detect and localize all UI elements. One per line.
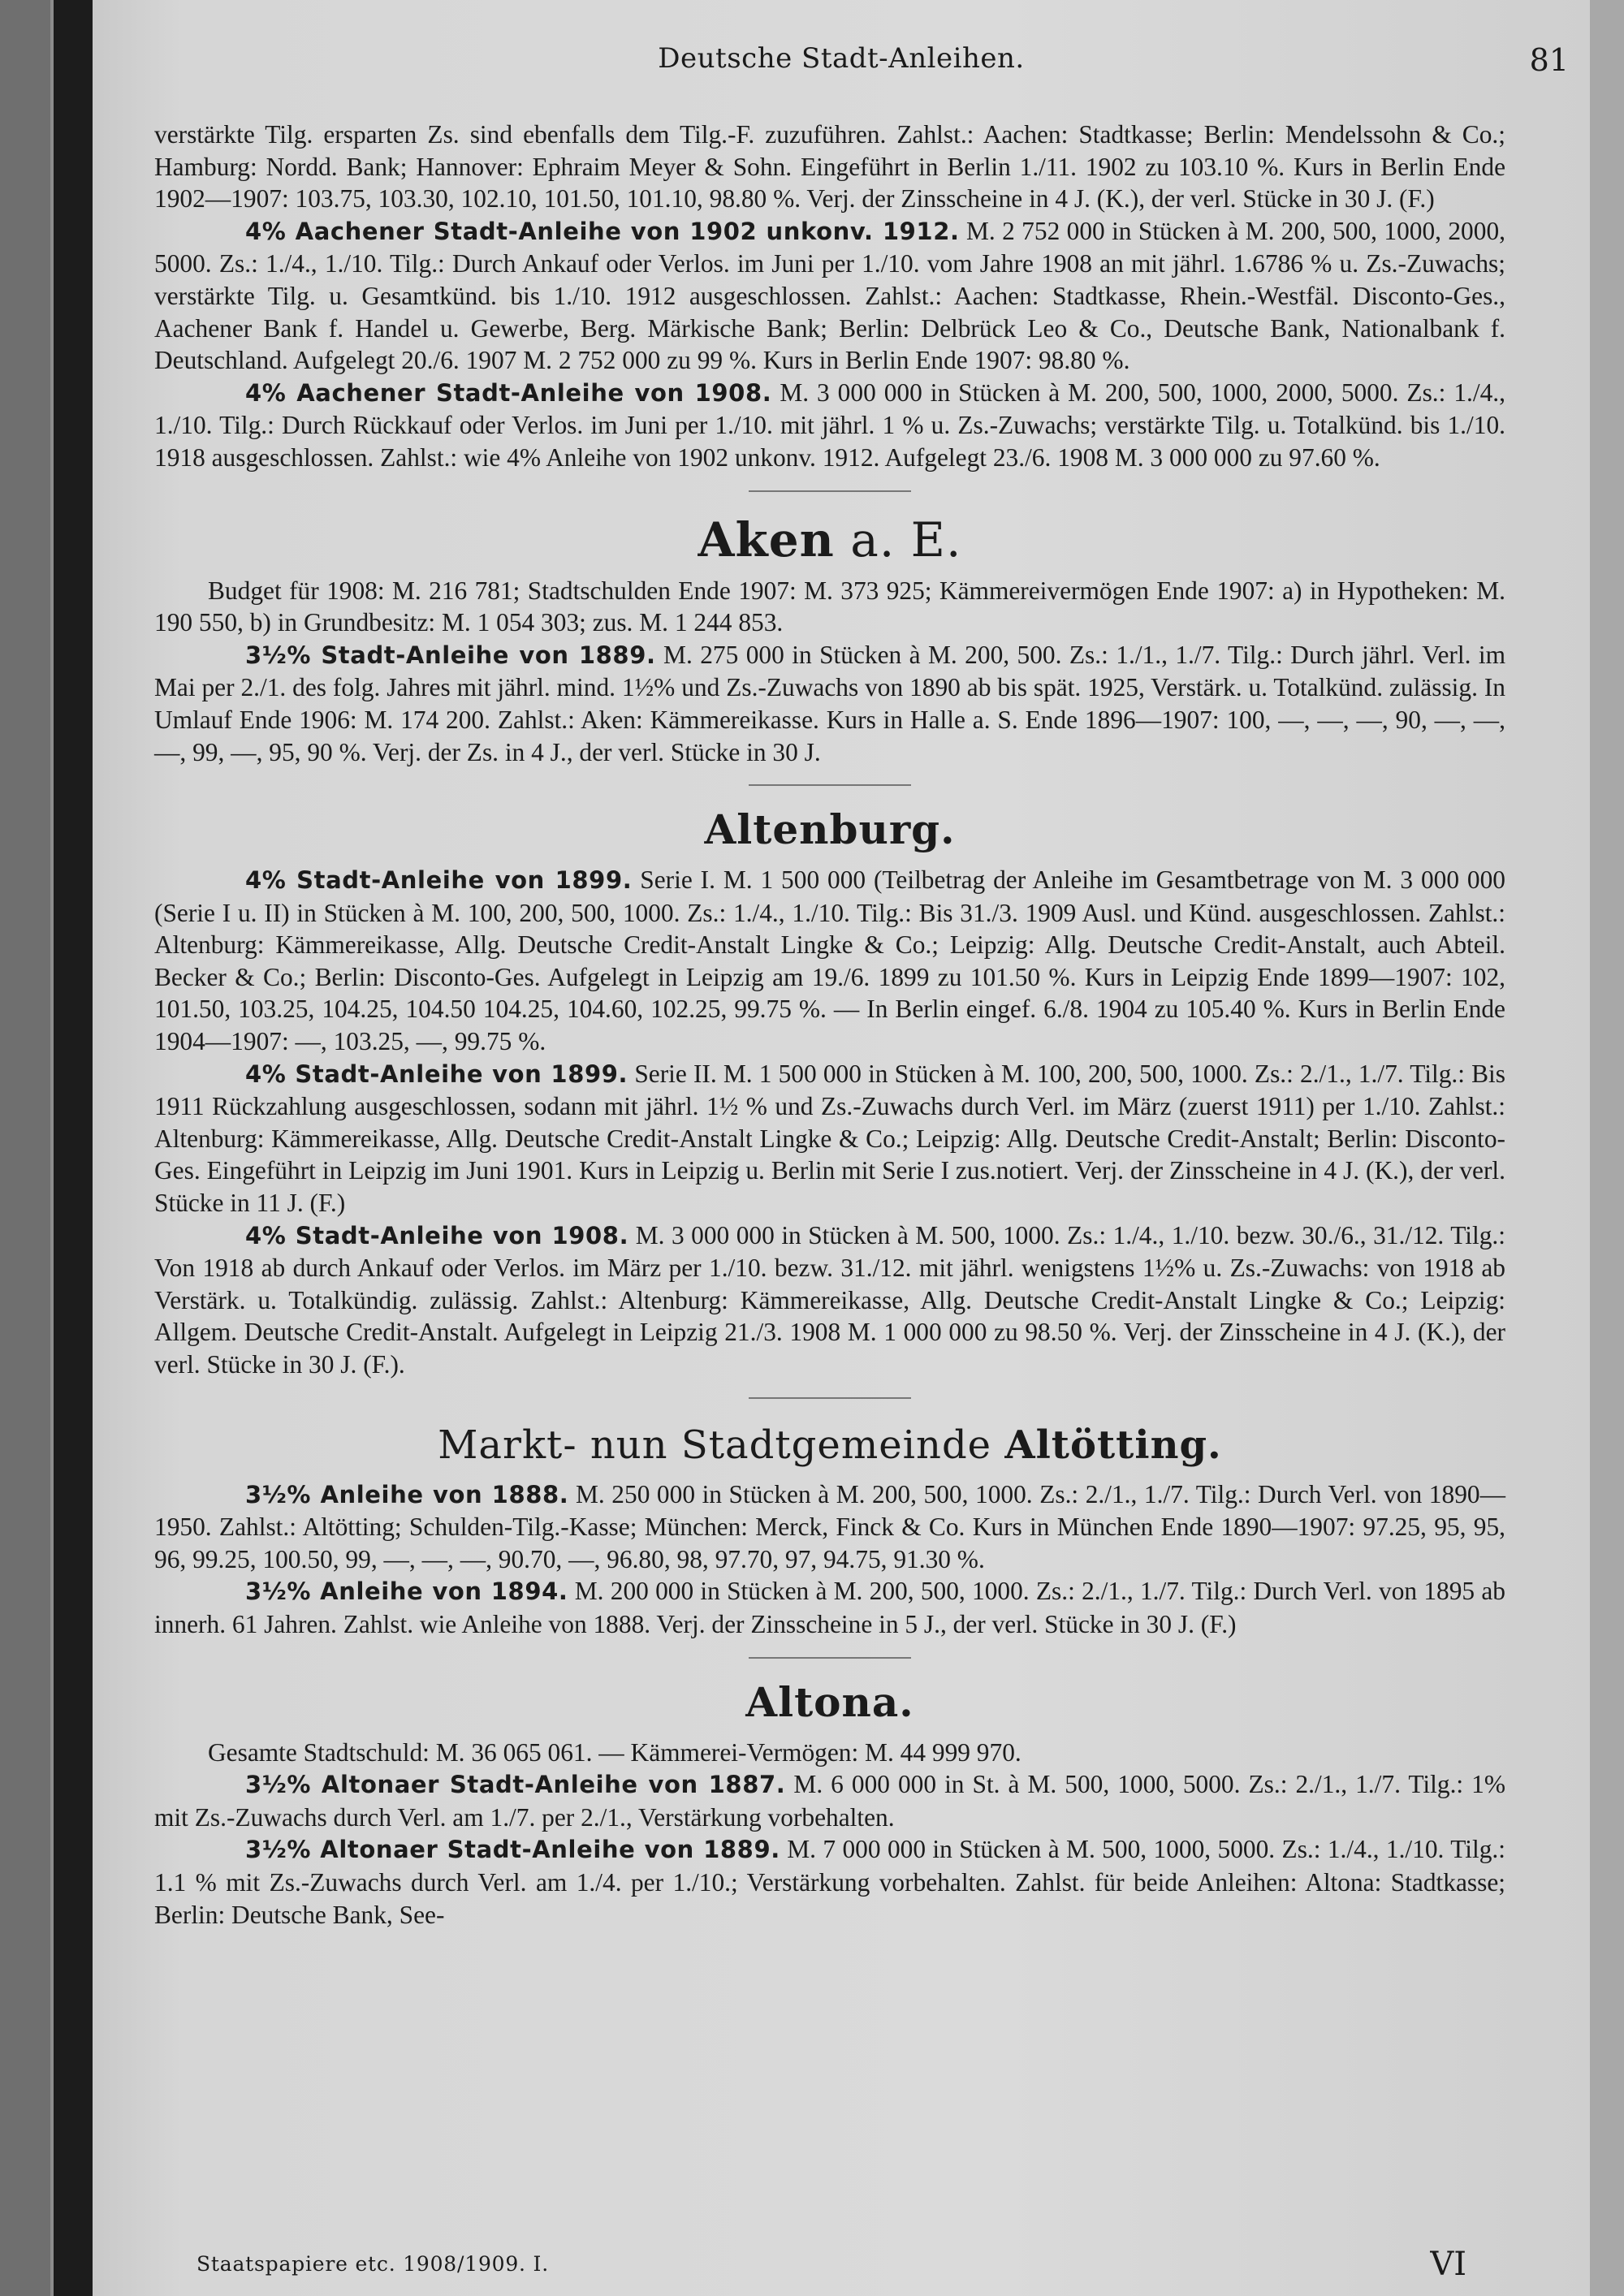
loan-heading: 4% Aachener Stadt-Anleihe von 1908. [245, 378, 772, 407]
loan-entry [154, 639, 1505, 768]
loan-details: Serie I. M. 1 500 000 (Teilbetrag der Anleihe im Gesamtbetrage von M. 3 000 000 (Serie I u. II) in Stücken à M. 100, 200, 500, 1000. Zs.: 1./4., 1./10. Tilg.: Bis 31./3. 1909 Ausl. und Künd. ausgeschlossen. Zahlst.: Altenburg: Kämmereikasse, Allg. Deutsche Credit-Anstalt Lingke & Co.; Leipzig: Allg. Deutsche Credit-Anstalt, auch Abteil. Becker & Co.; Berlin: Disconto-Ges. Aufgelegt in Leipzig am 19./6. 1899 zu 101.50 %. Kurs in Leipzig Ende 1899—1907: 102, 101.50, 103.25, 104.25, 104.50 104.25, 104.60, 102.25, 99.75 %. — In Berlin eingef. 6./8. 1904 zu 105.40 %. Kurs in Berlin Ende 1904—1907: —, 103.25, —, 99.75 %. [154, 865, 1505, 1056]
city-name: Aken [698, 511, 835, 568]
loan-entry [154, 1768, 1505, 1833]
loan-entry [154, 377, 1505, 474]
budget-paragraph: Budget für 1908: M. 216 781; Stadtschulden Ende 1907: M. 373 925; Kämmereivermögen Ende 1907: a) in Hypotheken: M. 190 550, b) in Grundbesitz: M. 1 054 303; zus. M. 1 244 853. [154, 576, 1505, 637]
loan-details: M. 2 752 000 in Stücken à M. 200, 500, 1000, 2000, 5000. Zs.: 1./4., 1./10. Tilg.: Durch Ankauf oder Verlos. im Juni per 1./10. vom Jahre 1908 an mit jährl. 1.6786 % u. Zs.-Zuwachs; verstärkte Tilg. u. Gesamtkünd. bis 1./10. 1912 ausgeschlossen. Zahlst.: Aachen: Stadtkasse, Rhein.-Westfäl. Disconto-Ges., Aachener Bank f. Handel u. Gewerbe, Berg. Märkische Bank; Berlin: Delbrück Leo & Co., Deutsche Bank, Nationalbank f. Deutschland. Aufgelegt 20./6. 1907 M. 2 752 000 zu 99 %. Kurs in Berlin Ende 1907: 98.80 %. [154, 216, 1505, 375]
loan-heading: 4% Stadt-Anleihe von 1908. [245, 1221, 629, 1249]
running-header [93, 42, 1590, 83]
city-heading [154, 801, 1505, 859]
loan-details: M. 7 000 000 in Stücken à M. 500, 1000, 5000. Zs.: 1./4., 1./10. Tilg.: 1.1 % mit Zs.-Zuwachs durch Verl. am 1./4. per 1./10.; Verstärkung vorbehalten. Zahlst. für beide Anleihen: Altona: Stadtkasse; Berlin: Deutsche Bank, See- [154, 1835, 1505, 1929]
loan-heading: 4% Stadt-Anleihe von 1899. [245, 866, 633, 895]
section-divider [749, 784, 911, 786]
city-heading [154, 1415, 1505, 1475]
scan-right-margin [1587, 0, 1624, 2296]
city-heading [154, 508, 1505, 572]
loan-details: M. 250 000 in Stücken à M. 200, 500, 1000. Zs.: 2./1., 1./7. Tilg.: Durch Verl. von 1890—1950. Zahlst.: Altötting; Schulden-Tilg.-Kasse; München: Merck, Finck & Co. Kurs in München Ende 1890—1907: 97.25, 95, 95, 96, 99.25, 100.50, 99, —, —, —, 90.70, —, 96.80, 98, 97.70, 97, 94.75, 91.30 %. [154, 1479, 1505, 1573]
loan-entry [154, 1833, 1505, 1931]
loan-details: M. 3 000 000 in Stücken à M. 200, 500, 1000, 2000, 5000. Zs.: 1./4., 1./10. Tilg.: Durch Rückkauf oder Verlos. im Juni per 1./10. mit jährl. 1 % u. Zs.-Zuwachs; verstärkte Tilg. u. Totalkünd. bis 1./10. 1918 ausgeschlossen. Zahlst.: wie 4% Anleihe von 1902 unkonv. 1912. Aufgelegt 23./6. 1908 M. 3 000 000 zu 97.60 %. [154, 378, 1505, 472]
loan-heading: 3½% Stadt-Anleihe von 1889. [245, 641, 656, 669]
loan-details: M. 6 000 000 in St. à M. 500, 1000, 5000. Zs.: 2./1., 1./7. Tilg.: 1% mit Zs.-Zuwachs durch Verl. am 1./7. per 2./1., Verstärkung vorbehalten. [154, 1770, 1505, 1832]
city-suffix: a. E. [834, 511, 962, 568]
loan-entry [154, 1575, 1505, 1640]
loan-details: Serie II. M. 1 500 000 in Stücken à M. 100, 200, 500, 1000. Zs.: 2./1., 1./7. Tilg.: Bis 1911 Rückzahlung ausgeschlossen, sodann mit jährl. 1½ % und Zs.-Zuwachs durch Verl. im März (zuerst 1911) per 1./10. Zahlst.: Altenburg: Kämmereikasse, Allg. Deutsche Credit-Anstalt Lingke & Co.; Leipzig: Allg. Deutsche Credit-Anstalt; Berlin: Disconto-Ges. Eingeführt in Leipzig im Juni 1901. Kurs in Leipzig u. Berlin mit Serie I zus.notiert. Verj. der Zinsscheine in 4 J. (K.), der verl. Stücke in 11 J. (F.) [154, 1059, 1505, 1218]
loan-details: M. 200 000 in Stücken à M. 200, 500, 1000. Zs.: 2./1., 1./7. Tilg.: Durch Verl. von 1895 ab innerh. 61 Jahren. Zahlst. wie Anleihe von 1888. Verj. der Zinsscheine in 5 J., der verl. Stücke in 30 J. (F.) [154, 1577, 1505, 1638]
city-prefix: Markt- nun Stadtgemeinde [438, 1422, 1005, 1468]
loan-entry [154, 215, 1505, 377]
book-spine-shadow [54, 0, 93, 2296]
continuation-paragraph: verstärkte Tilg. ersparten Zs. sind ebenfalls dem Tilg.-F. zuzuführen. Zahlst.: Aachen: Stadtkasse; Berlin: Mendelssohn & Co.; Hamburg: Nordd. Bank; Hannover: Ephraim Meyer & Sohn. Eingeführt in Berlin 1./11. 1902 zu 103.10 %. Kurs in Berlin Ende 1902—1907: 103.75, 103.30, 102.10, 101.50, 101.10, 98.80 %. Verj. der Zinsscheine in 4 J. (K.), der verl. Stücke in 30 J. (F.) [154, 120, 1505, 214]
loan-entry [154, 1058, 1505, 1219]
loan-heading: 4% Stadt-Anleihe von 1899. [245, 1060, 628, 1088]
book-page [93, 0, 1590, 2296]
city-heading [154, 1673, 1505, 1732]
city-name: Altona. [745, 1677, 914, 1726]
city-name: Altenburg. [704, 805, 956, 854]
loan-details: M. 3 000 000 in Stücken à M. 500, 1000. Zs.: 1./4., 1./10. bezw. 30./6., 31./12. Tilg.: Von 1918 ab durch Ankauf oder Verlos. im März per 1./10. bezw. 31./12. mit jährl. wenigstens 1½% u. Zs.-Zuwachs: von 1918 ab Verstärk. u. Totalkündig. zulässig. Zahlst.: Altenburg: Kämmereikasse, Allg. Deutsche Credit-Anstalt Lingke & Co.; Leipzig: Allgem. Deutsche Credit-Anstalt. Aufgelegt in Leipzig 21./3. 1908 M. 1 000 000 zu 98.50 %. Verj. der Zinsscheine in 4 J. (K.), der verl. Stücke in 30 J. (F.). [154, 1220, 1505, 1379]
loan-details: M. 275 000 in Stücken à M. 200, 500. Zs.: 1./1., 1./7. Tilg.: Durch jährl. Verl. im Mai per 2./1. des folg. Jahres mit jährl. mind. 1½% und Zs.-Zuwachs von 1890 ab bis spät. 1925, Verstärk. u. Totalkünd. zulässig. In Umlauf Ende 1906: M. 174 200. Zahlst.: Aken: Kämmereikasse. Kurs in Halle a. S. Ende 1896—1907: 100, —, —, —, 90, —, —, —, 99, —, 95, 90 %. Verj. der Zs. in 4 J., der verl. Stücke in 30 J. [154, 640, 1506, 766]
loan-heading: 3½% Anleihe von 1888. [245, 1480, 569, 1508]
section-divider [749, 1657, 911, 1659]
page-body [154, 119, 1505, 1931]
budget-paragraph: Gesamte Stadtschuld: M. 36 065 061. — Kämmerei-Vermögen: M. 44 999 970. [208, 1737, 1021, 1767]
loan-heading: 3½% Altonaer Stadt-Anleihe von 1889. [245, 1836, 780, 1864]
sheet-signature: VI [1430, 2246, 1466, 2283]
loan-heading: 4% Aachener Stadt-Anleihe von 1902 unkonv. 1912. [245, 217, 960, 245]
signature-line: Staatspapiere etc. 1908/1909. I. [197, 2252, 549, 2276]
loan-entry [154, 1478, 1505, 1576]
page-number: 81 [1529, 42, 1569, 78]
loan-entry [154, 1219, 1505, 1381]
section-divider [749, 490, 911, 492]
loan-heading: 3½% Altonaer Stadt-Anleihe von 1887. [245, 1771, 786, 1799]
page-footer [93, 2246, 1590, 2281]
scan-left-margin [0, 0, 50, 2296]
loan-heading: 3½% Anleihe von 1894. [245, 1577, 568, 1606]
section-divider [749, 1397, 911, 1399]
city-name: Altötting. [1004, 1422, 1222, 1468]
running-title: Deutsche Stadt-Anleihen. [658, 42, 1025, 75]
loan-entry [154, 864, 1505, 1058]
